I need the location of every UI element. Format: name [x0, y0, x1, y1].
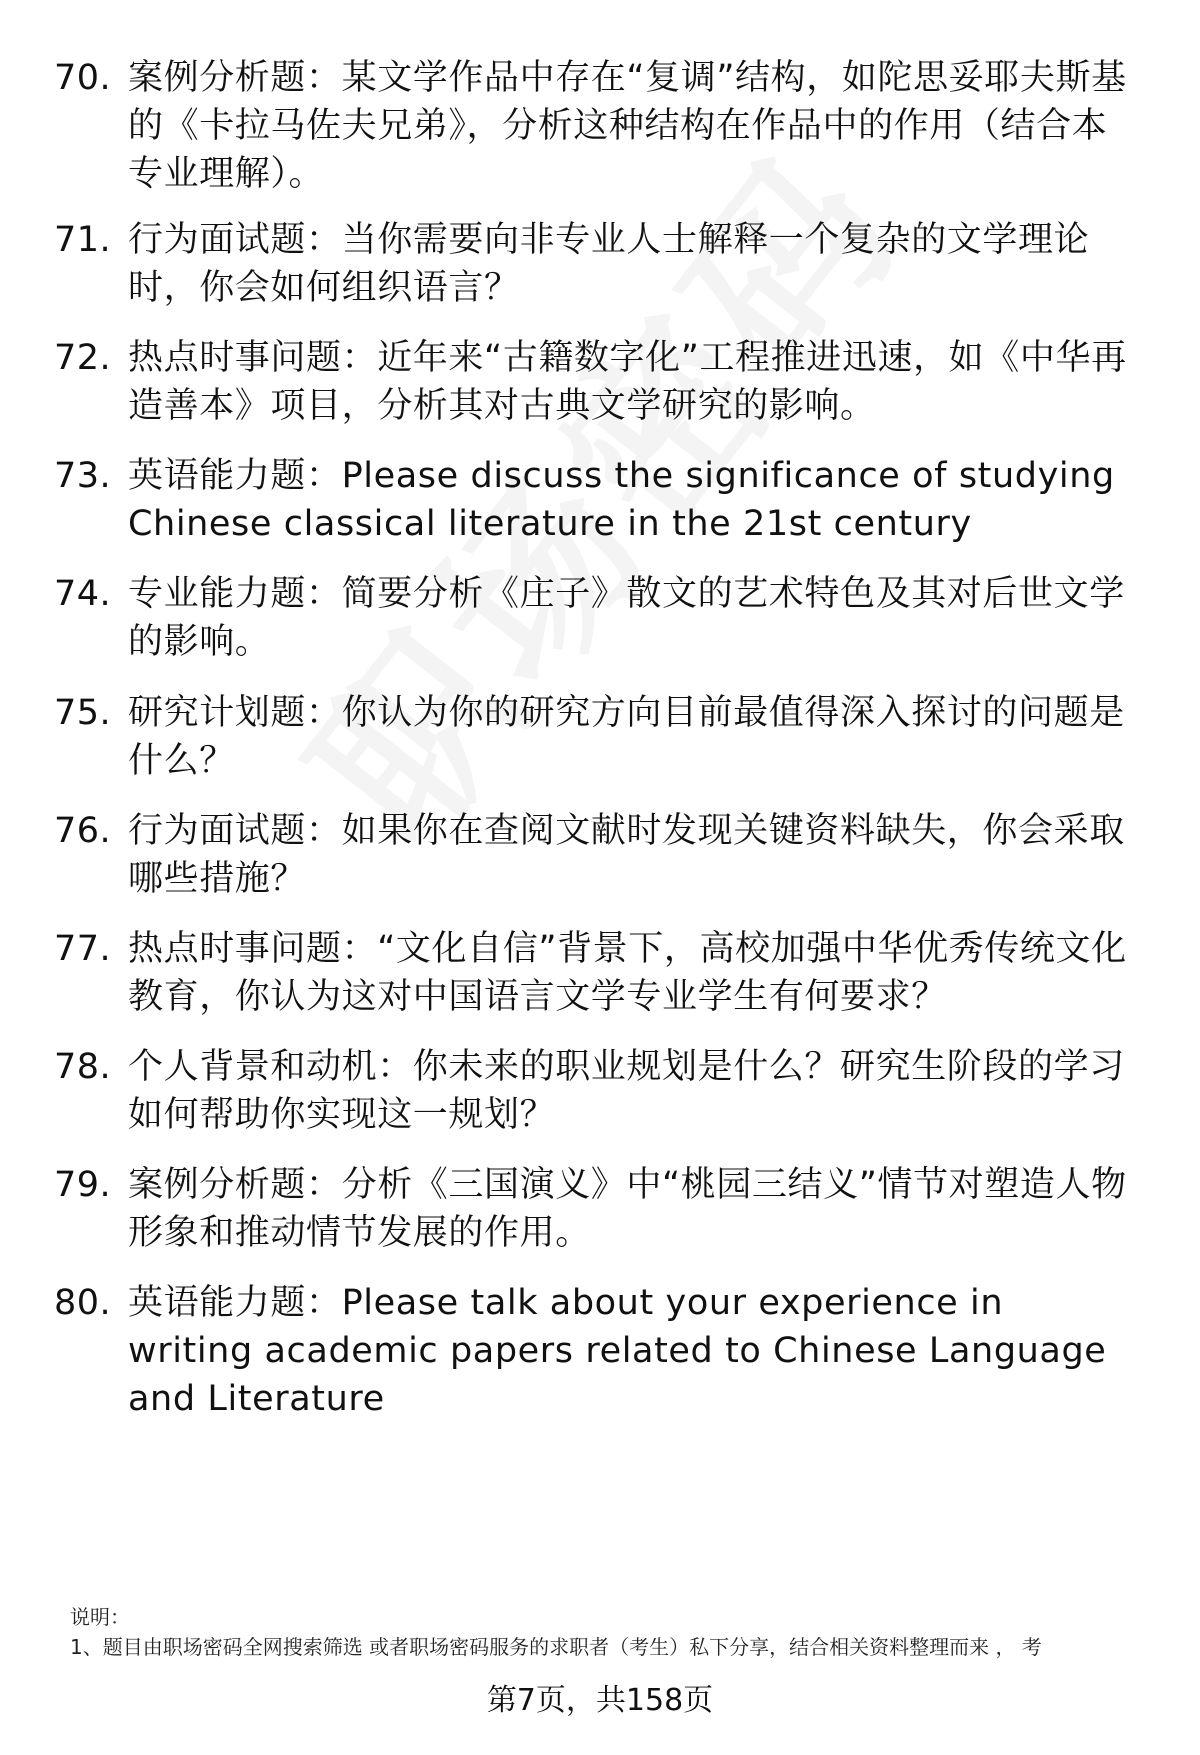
question-text: 个人背景和动机：你未来的职业规划是什么？研究生阶段的学习如何帮助你实现这一规划？	[128, 1047, 1125, 1135]
question-number: 73.	[54, 456, 112, 496]
question-number: 80.	[54, 1283, 112, 1323]
question-text: 专业能力题：简要分析《庄子》散文的艺术特色及其对后世文学的影响。	[128, 574, 1125, 662]
question-number: 75.	[54, 693, 112, 733]
question-text: 英语能力题：Please talk about your experience in writing academic papers related to Chinese Language and Literature	[128, 1283, 1107, 1419]
question-number: 71.	[54, 220, 112, 260]
question-number: 74.	[54, 574, 112, 614]
notes-line: 1、题目由职场密码全网搜索筛选 或者职场密码服务的求职者（考生）私下分享，结合相关资料整理而来 ， 考	[70, 1635, 1042, 1659]
question-text: 热点时事问题：近年来“古籍数字化”工程推进迅速，如《中华再造善本》项目，分析其对古典文学研究的影响。	[128, 338, 1127, 426]
page-number: 第7页，共158页	[486, 1683, 714, 1718]
question-text: 行为面试题：如果你在查阅文献时发现关键资料缺失，你会采取哪些措施？	[128, 811, 1125, 899]
question-number: 77.	[54, 929, 112, 969]
question-text: 行为面试题：当你需要向非专业人士解释一个复杂的文学理论时，你会如何组织语言？	[128, 220, 1090, 308]
question-number: 72.	[54, 338, 112, 378]
question-text: 案例分析题：分析《三国演义》中“桃园三结义”情节对塑造人物形象和推动情节发展的作用。	[128, 1165, 1127, 1253]
question-text: 英语能力题：Please discuss the significance of studying Chinese classical literature in the 21st century	[128, 456, 1115, 544]
question-number: 70.	[54, 58, 112, 98]
notes-section	[70, 1602, 1150, 1662]
question-number: 78.	[54, 1047, 112, 1087]
question-text: 热点时事问题：“文化自信”背景下，高校加强中华优秀传统文化教育，你认为这对中国语言文学专业学生有何要求？	[128, 929, 1127, 1017]
question-text: 案例分析题：某文学作品中存在“复调”结构，如陀思妥耶夫斯基的《卡拉马佐夫兄弟》，分析这种结构在作品中的作用（结合本专业理解）。	[128, 58, 1127, 194]
question-number: 76.	[54, 811, 112, 851]
question-text: 研究计划题：你认为你的研究方向目前最值得深入探讨的问题是什么？	[128, 693, 1125, 781]
question-number: 79.	[54, 1165, 112, 1205]
notes-heading: 说明：	[70, 1605, 130, 1629]
